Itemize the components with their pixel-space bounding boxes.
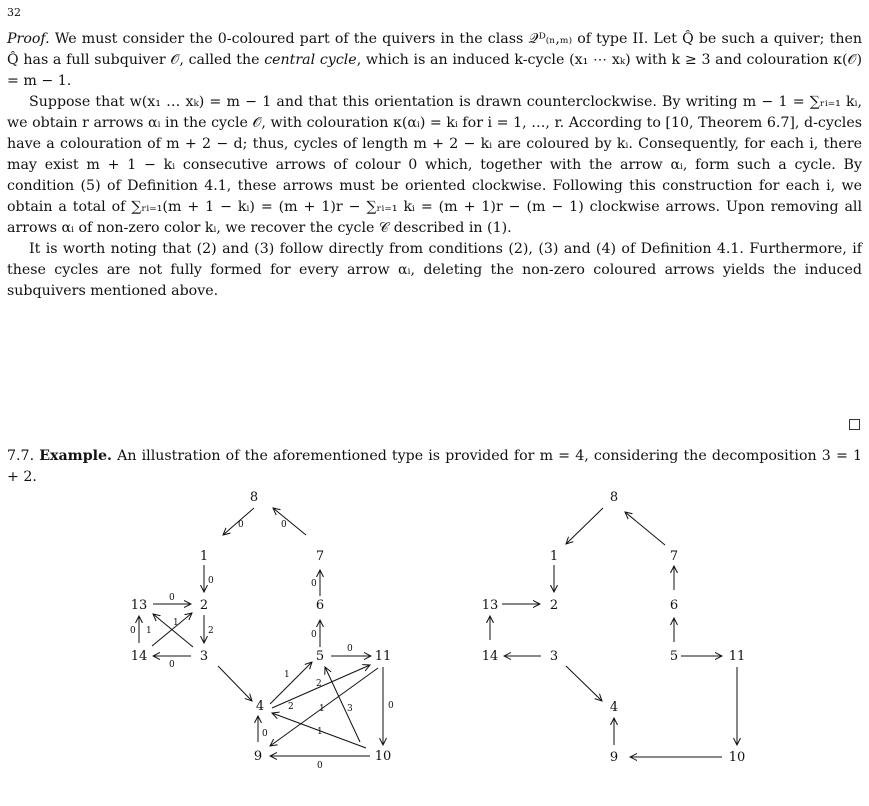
label-3-13: 1 bbox=[146, 626, 152, 636]
left-node-1: 1 bbox=[199, 549, 209, 564]
left-node-6: 6 bbox=[315, 598, 325, 613]
label-10-4: 1 bbox=[319, 704, 325, 714]
label-9-4: 0 bbox=[262, 729, 268, 739]
right-node-14: 14 bbox=[481, 649, 499, 664]
left-node-5: 5 bbox=[315, 649, 325, 664]
label-8-1: 0 bbox=[238, 520, 244, 530]
label-14-2: 1 bbox=[173, 618, 179, 628]
label-5-11: 0 bbox=[347, 644, 353, 654]
right-node-11: 11 bbox=[728, 649, 746, 664]
left-quiver bbox=[139, 508, 383, 756]
r-arrow-7-8 bbox=[625, 512, 665, 545]
label-3-14: 0 bbox=[169, 660, 175, 670]
right-node-5: 5 bbox=[669, 649, 679, 664]
label-11-9: 2 bbox=[288, 702, 294, 712]
arrow-7-8 bbox=[273, 508, 306, 535]
label-10-4b: 1 bbox=[317, 727, 323, 737]
r-arrow-8-1 bbox=[566, 508, 603, 544]
r-arrow-3-4 bbox=[566, 666, 602, 701]
page-number: 32 bbox=[7, 6, 21, 19]
example-label: Example. bbox=[39, 448, 112, 464]
label-2-3: 2 bbox=[208, 626, 214, 636]
left-node-2: 2 bbox=[199, 598, 209, 613]
right-node-9: 9 bbox=[609, 750, 619, 765]
right-node-8: 8 bbox=[609, 490, 619, 505]
label-10-9: 0 bbox=[317, 761, 323, 771]
label-7-8: 0 bbox=[281, 520, 287, 530]
right-node-2: 2 bbox=[549, 598, 559, 613]
right-node-10: 10 bbox=[728, 750, 746, 765]
label-4-11: 2 bbox=[316, 679, 322, 689]
label-5-6: 0 bbox=[311, 630, 317, 640]
proof-paragraph-2: Suppose that w(x₁ … xₖ) = m − 1 and that this orientation is drawn counterclockwise. By writing m − 1 = ∑ᵣᵢ₌₁ kᵢ, we obtain r arrows αᵢ in the cycle 𝒪, with colouration κ(αᵢ) = kᵢ for i = 1, …, r. According to [10, Theorem 6.7], d-cycles have a colouration of m + 2 − d; thus, cycles of length m + 2 − kᵢ are coloured by kᵢ. Consequently, for each i, there may exist m + 1 − kᵢ consecutive arrows of colour 0 which, together with the arrow αᵢ, form such a cycle. By condition (5) of Definition 4.1, these arrows must be oriented clockwise. Following this construction for each i, we obtain a total of ∑ᵣᵢ₌₁(m + 1 − kᵢ) = (m + 1)r − ∑ᵣᵢ₌₁ kᵢ = (m + 1)r − (m − 1) clockwise arrows. Upon removing all arrows αᵢ of non-zero color kᵢ, we recover the cycle 𝒞 described in (1). bbox=[7, 94, 862, 236]
right-quiver bbox=[490, 508, 737, 757]
right-node-13: 13 bbox=[481, 598, 499, 613]
proof-paragraph-3: It is worth noting that (2) and (3) follow directly from conditions (2), (3) and (4) of Definition 4.1. Furthermore, if these cycles are not fully formed for every arrow αᵢ, deleting the non-zero coloured arrows yields the induced subquivers mentioned above. bbox=[7, 241, 862, 299]
label-14-13: 0 bbox=[130, 626, 136, 636]
left-node-9: 9 bbox=[253, 749, 263, 764]
left-node-13: 13 bbox=[130, 598, 148, 613]
proof-label: Proof. bbox=[7, 31, 50, 47]
arrow-4-5 bbox=[270, 662, 312, 704]
left-node-3: 3 bbox=[199, 649, 209, 664]
left-quiver-nodes bbox=[131, 490, 392, 764]
left-quiver-arrow-labels bbox=[130, 520, 394, 771]
example-paragraph: 7.7. Example. An illustration of the aforementioned type is provided for m = 4, considering the decomposition 3 = 1 + 2. bbox=[7, 448, 862, 485]
left-node-10: 10 bbox=[374, 749, 392, 764]
label-11-10: 0 bbox=[388, 701, 394, 711]
class-symbol: 𝒬ᴰ₍ₙ,ₘ₎ bbox=[528, 31, 573, 47]
arrow-10-5 bbox=[325, 667, 360, 742]
right-node-7: 7 bbox=[669, 549, 679, 564]
label-6-7: 0 bbox=[311, 579, 317, 589]
label-4-5: 1 bbox=[284, 670, 290, 680]
arrow-3-4 bbox=[218, 666, 252, 701]
proof-paragraph-1: Proof. We must consider the 0-coloured part of the quivers in the class 𝒬ᴰ₍ₙ,ₘ₎ of type II. Let Q̂ be such a quiver; then Q̂ has a full subquiver 𝒪, called the central cycle, which is an induced k-cycle (x₁ ⋯ xₖ) with k ≥ 3 and colouration κ(𝒪) = m − 1. bbox=[7, 31, 863, 89]
central-cycle-term: central cycle bbox=[264, 52, 357, 68]
left-node-7: 7 bbox=[315, 549, 325, 564]
label-13-2: 0 bbox=[169, 593, 175, 603]
right-node-1: 1 bbox=[549, 549, 559, 564]
right-node-3: 3 bbox=[549, 649, 559, 664]
left-node-14: 14 bbox=[130, 649, 148, 664]
left-node-11: 11 bbox=[374, 649, 392, 664]
right-node-6: 6 bbox=[669, 598, 679, 613]
label-1-2: 0 bbox=[208, 576, 214, 586]
label-10-5: 3 bbox=[347, 704, 353, 714]
left-node-8: 8 bbox=[249, 490, 259, 505]
left-node-4: 4 bbox=[255, 699, 265, 714]
right-node-4: 4 bbox=[609, 700, 619, 715]
